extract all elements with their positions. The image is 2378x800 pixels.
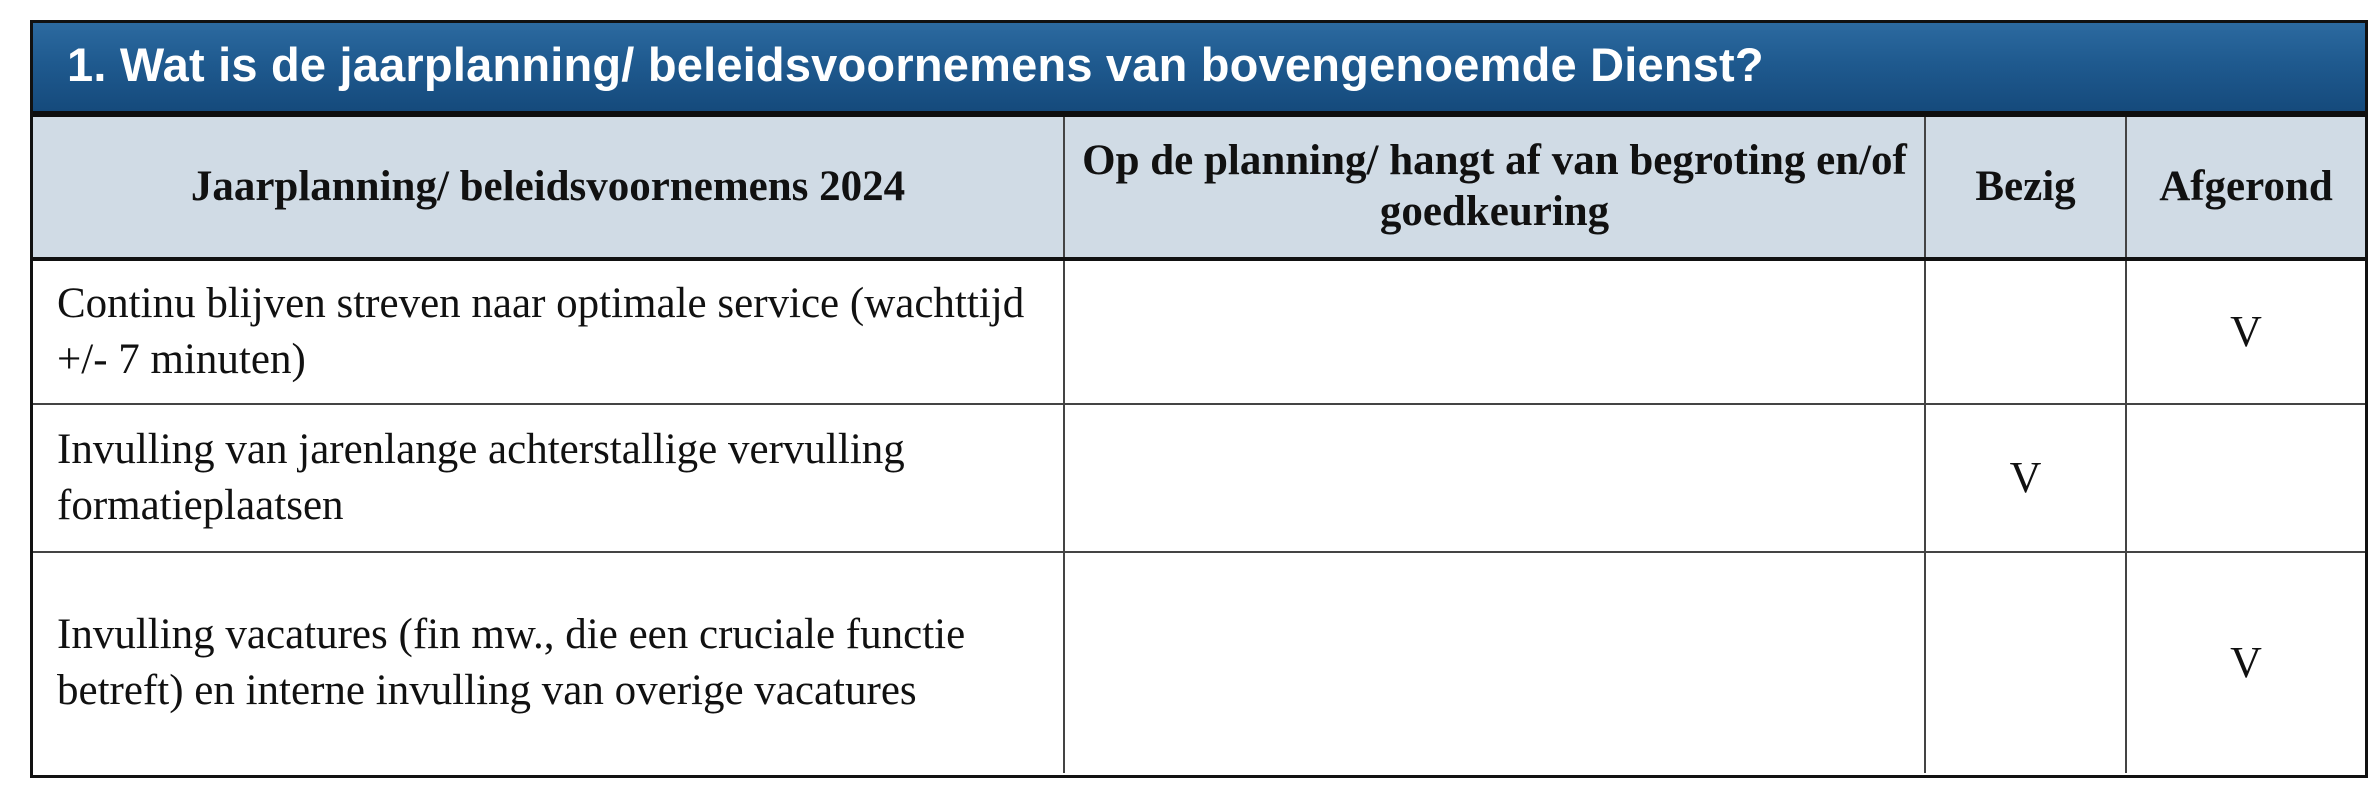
completed-cell: [2126, 404, 2365, 552]
in-progress-cell: V: [1925, 404, 2126, 552]
planning-table: [33, 117, 2365, 773]
table-header: [33, 117, 2365, 259]
section-header: [33, 23, 2365, 111]
table-row: [33, 552, 2365, 773]
header-row: [33, 117, 2365, 259]
table-row: [33, 404, 2365, 552]
completed-cell: V: [2126, 552, 2365, 773]
column-header-in-progress: Bezig: [1925, 117, 2126, 259]
plan-item-cell: Continu blijven streven naar optimale service (wachttijd +/- 7 minuten): [57, 280, 1025, 383]
plan-item-cell: Invulling vacatures (fin mw., die een cruciale functie betreft) en interne invulling van overige vacatures: [33, 552, 1064, 773]
in-progress-cell: [1925, 552, 2126, 773]
scheduled-cell: [1064, 259, 1925, 404]
plan-item-cell: Invulling van jarenlange achterstallige vervulling formatieplaatsen: [33, 404, 1064, 552]
in-progress-cell: [1925, 259, 2126, 404]
table-row: [33, 259, 2365, 404]
column-header-completed: Afgerond: [2126, 117, 2365, 259]
section-title: 1. Wat is de jaarplanning/ beleidsvoornemens van bovengenoemde Dienst?: [67, 38, 1764, 91]
scheduled-cell: [1064, 404, 1925, 552]
completed-cell: V: [2126, 259, 2365, 404]
scheduled-cell: [1064, 552, 1925, 773]
section-panel: [30, 20, 2368, 778]
column-header-scheduled: Op de planning/ hangt af van begroting en/of goedkeuring: [1064, 117, 1925, 259]
column-header-plan: Jaarplanning/ beleidsvoornemens 2024: [33, 117, 1064, 259]
